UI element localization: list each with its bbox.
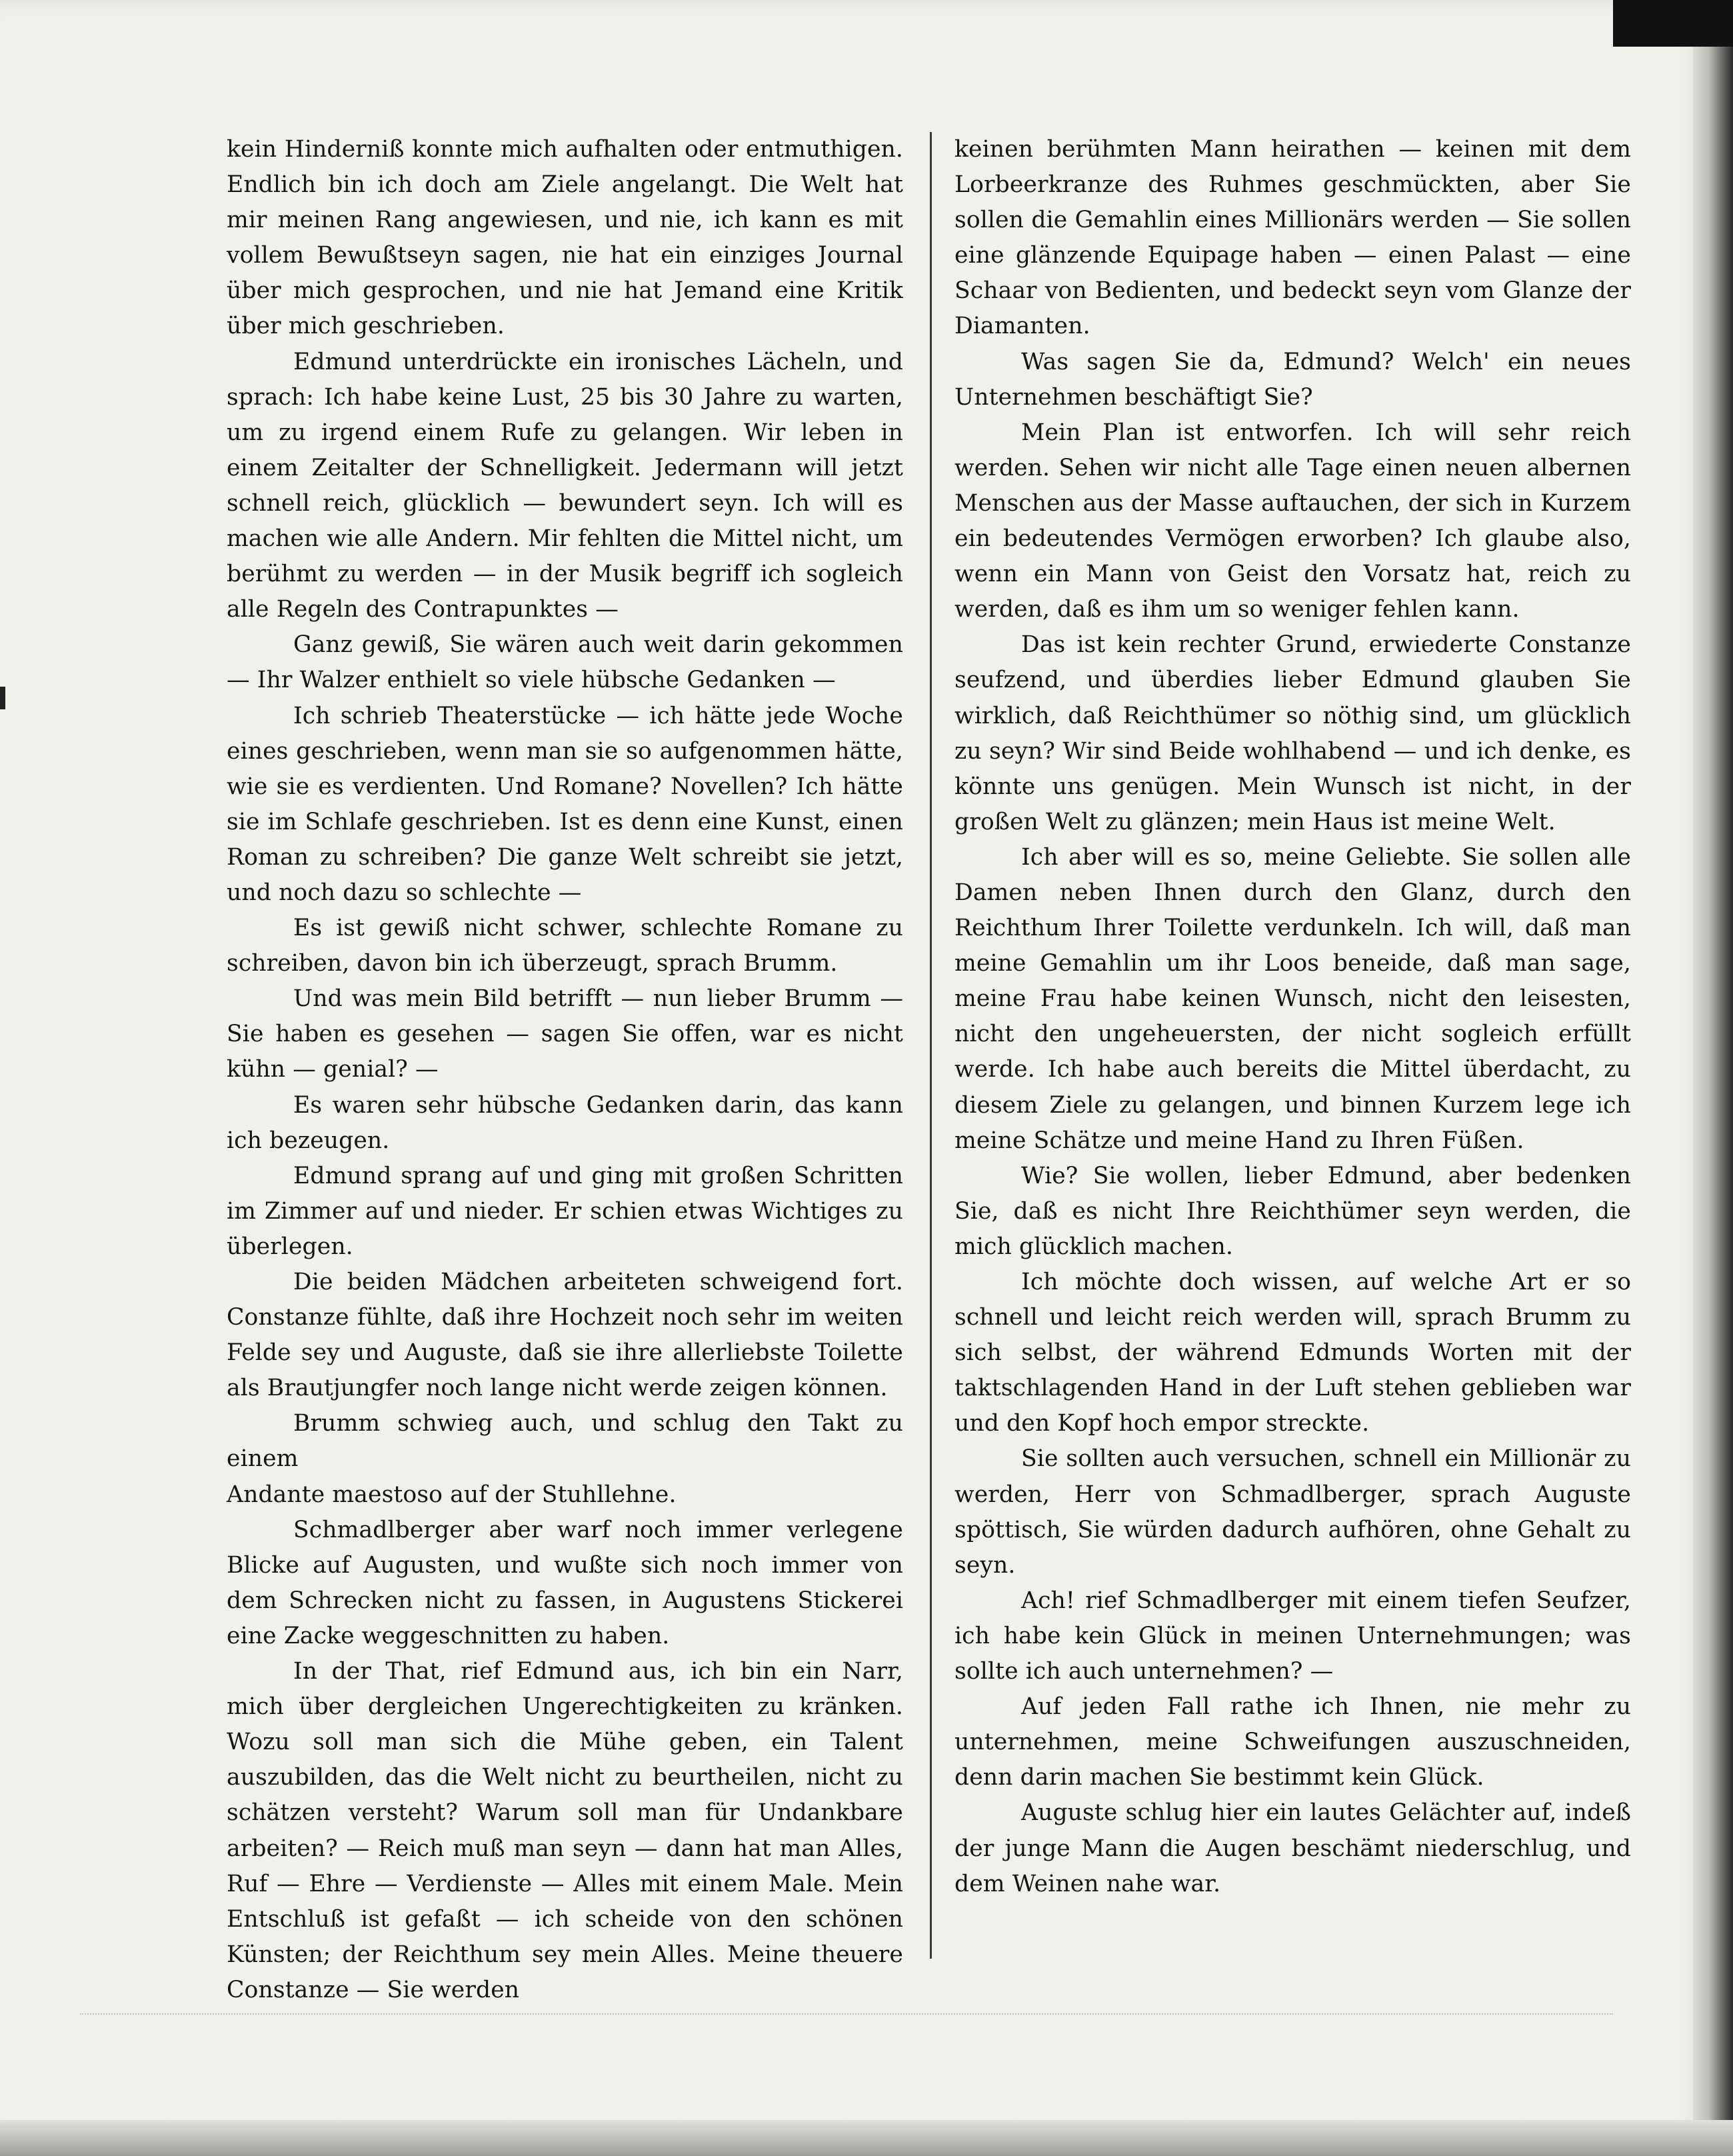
scan-specks	[80, 2013, 1613, 2021]
paragraph: Sie sollten auch versuchen, schnell ein Millionär zu werden, Herr von Schmadlberger, sprach Auguste spöttisch, Sie würden dadurch aufhören, ohne Gehalt zu seyn.	[954, 1445, 1631, 1579]
paragraph: Es waren sehr hübsche Gedanken darin, das kann ich bezeugen.	[227, 1091, 903, 1154]
page-edge	[1693, 0, 1733, 2156]
paragraph: kein Hinderniß konnte mich aufhalten oder entmuthigen. Endlich bin ich doch am Ziele angelangt. Die Welt hat mir meinen Rang angewiesen, und nie, ich kann es mit vollem Bewußtseyn sagen, nie hat ein einziges Journal über mich gesprochen, und nie hat Jemand eine Kritik über mich geschrieben.	[227, 136, 903, 340]
paragraph: Brumm schwieg auch, und schlug den Takt zu einem	[227, 1410, 903, 1473]
paragraph: keinen berühmten Mann heirathen — keinen mit dem Lorbeerkranze des Ruhmes geschmückten, aber Sie sollen die Gemahlin eines Millionärs werden — Sie sollen eine glänzende Equipage haben — einen Palast — eine Schaar von Bedienten, und bedeckt seyn vom Glanze der Diamanten.	[954, 136, 1631, 340]
paragraph: Die beiden Mädchen arbeiteten schweigend fort. Constanze fühlte, daß ihre Hochzeit noch sehr im weiten Felde sey und Auguste, daß sie ihre allerliebste Toilette als Brautjungfer noch lange nicht werde zeigen können.	[227, 1269, 903, 1402]
scan-corner	[1613, 0, 1733, 47]
paragraph: Auf jeden Fall rathe ich Ihnen, nie mehr zu unternehmen, meine Schweifungen auszuschneiden, denn darin machen Sie bestimmt kein Glück.	[954, 1693, 1631, 1791]
paragraph: Ich möchte doch wissen, auf welche Art er so schnell und leicht reich werden will, sprach Brumm zu sich selbst, der während Edmunds Worten mit der taktschlagenden Hand in der Luft stehen geblieben war und den Kopf hoch empor streckte.	[954, 1269, 1631, 1437]
paragraph: Es ist gewiß nicht schwer, schlechte Romane zu schreiben, davon bin ich überzeugt, sprach Brumm.	[227, 915, 903, 977]
paragraph: Wie? Sie wollen, lieber Edmund, aber bedenken Sie, daß es nicht Ihre Reichthümer seyn werden, die mich glücklich machen.	[954, 1162, 1631, 1260]
paragraph: Was sagen Sie da, Edmund? Welch' ein neues Unternehmen beschäftigt Sie?	[954, 348, 1631, 411]
margin-mark	[0, 687, 5, 709]
paragraph: Ich aber will es so, meine Geliebte. Sie sollen alle Damen neben Ihnen durch den Glanz, durch den Reichthum Ihrer Toilette verdunkeln. Ich will, daß man meine Gemahlin um ihr Loos beneide, daß man sage, meine Frau habe keinen Wunsch, nicht den leisesten, nicht den ungeheuersten, der nicht sogleich erfüllt werde. Ich habe auch bereits die Mittel überdacht, zu diesem Ziele zu gelangen, und binnen Kurzem lege ich meine Schätze und meine Hand zu Ihren Füßen.	[954, 843, 1631, 1154]
paragraph: Ich schrieb Theaterstücke — ich hätte jede Woche eines geschrieben, wenn man sie so aufgenommen hätte, wie sie es verdienten. Und Romane? Novellen? Ich hätte sie im Schlafe geschrieben. Ist es denn eine Kunst, einen Roman zu schreiben? Die ganze Welt schreibt sie jetzt, und noch dazu so schlechte —	[227, 702, 903, 906]
paragraph: Das ist kein rechter Grund, erwiederte Constanze seufzend, und überdies lieber Edmund glauben Sie wirklich, daß Reichthümer so nöthig sind, um glücklich zu seyn? Wir sind Beide wohlhabend — und ich denke, es könnte uns genügen. Mein Wunsch ist nicht, in der großen Welt zu glänzen; mein Haus ist meine Welt.	[954, 631, 1631, 835]
paragraph: Ach! rief Schmadlberger mit einem tiefen Seufzer, ich habe kein Glück in meinen Unternehmungen; was sollte ich auch unternehmen? —	[954, 1587, 1631, 1685]
paragraph: In der That, rief Edmund aus, ich bin ein Narr, mich über dergleichen Ungerechtigkeiten zu kränken. Wozu soll man sich die Mühe geben, ein Talent auszubilden, das die Welt nicht zu beurtheilen, nicht zu schätzen versteht? Warum soll man für Undankbare arbeiten? — Reich muß man seyn — dann hat man Alles, Ruf — Ehre — Verdienste — Alles mit einem Male. Mein Entschluß ist gefaßt — ich scheide von den schönen Künsten; der Reichthum sey mein Alles. Meine theuere Constanze — Sie werden	[227, 1658, 903, 2003]
paragraph: Edmund sprang auf und ging mit großen Schritten im Zimmer auf und nieder. Er schien etwas Wichtiges zu überlegen.	[227, 1162, 903, 1260]
paragraph: Schmadlberger aber warf noch immer verlegene Blicke auf Augusten, und wußte sich noch immer von dem Schrecken nicht zu fassen, in Augustens Stickerei eine Zacke weggeschnitten zu haben.	[227, 1516, 903, 1649]
paragraph: Und was mein Bild betrifft — nun lieber Brumm — Sie haben es gesehen — sagen Sie offen, war es nicht kühn — genial? —	[227, 985, 903, 1083]
scan-bottom-edge	[0, 2120, 1733, 2156]
column-divider	[930, 132, 932, 1959]
paragraph: Edmund unterdrückte ein ironisches Lächeln, und sprach: Ich habe keine Lust, 25 bis 30 Jahre zu warten, um zu irgend einem Rufe zu gelangen. Wir leben in einem Zeitalter der Schnelligkeit. Jedermann will jetzt schnell reich, glücklich — bewundert seyn. Ich will es machen wie alle Andern. Mir fehlten die Mittel nicht, um berühmt zu werden — in der Musik begriff ich sogleich alle Regeln des Contrapunktes —	[227, 348, 903, 623]
paragraph-continuation: Andante maestoso auf der Stuhllehne.	[227, 1481, 677, 1508]
paragraph: Auguste schlug hier ein lautes Gelächter auf, indeß der junge Mann die Augen beschämt niederschlug, und dem Weinen nahe war.	[954, 1799, 1631, 1897]
paragraph: Mein Plan ist entworfen. Ich will sehr reich werden. Sehen wir nicht alle Tage einen neuen albernen Menschen aus der Masse auftauchen, der sich in Kurzem ein bedeutendes Vermögen erworben? Ich glaube also, wenn ein Mann von Geist den Vorsatz hat, reich zu werden, daß es ihm um so weniger fehlen kann.	[954, 419, 1631, 623]
left-column	[227, 132, 903, 2008]
right-column	[954, 132, 1631, 1902]
paragraph: Ganz gewiß, Sie wären auch weit darin gekommen — Ihr Walzer enthielt so viele hübsche Gedanken —	[227, 631, 903, 694]
